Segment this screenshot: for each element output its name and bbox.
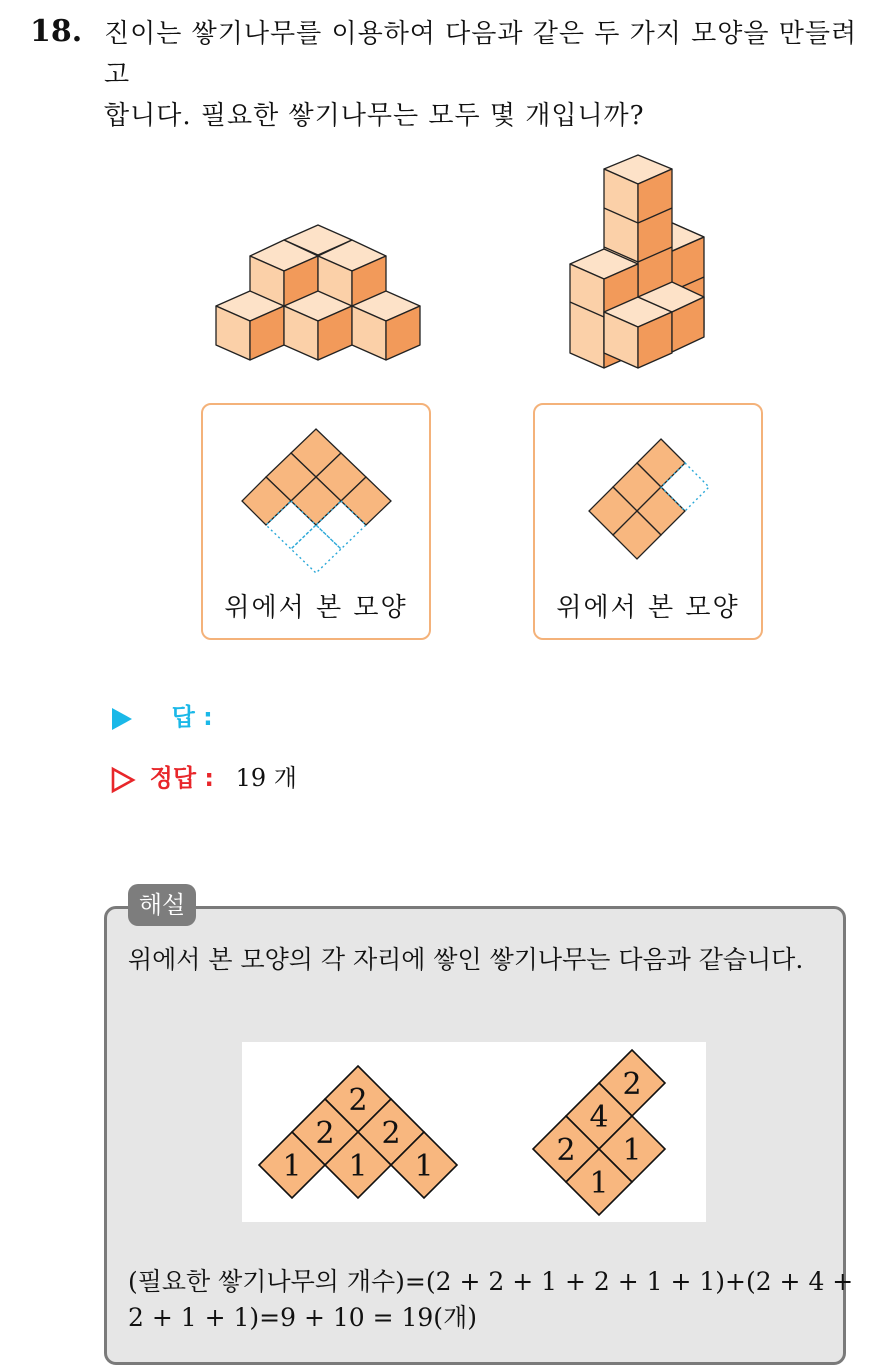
top-view-right-diagram [585, 435, 715, 565]
correct-answer-value: 19 개 [235, 764, 297, 792]
explanation-line-1: 위에서 본 모양의 각 자리에 쌓인 쌓기나무는 다음과 같습니다. [128, 945, 804, 974]
count-left-top: 2 [348, 1083, 368, 1118]
count-left-bot-l: 1 [282, 1149, 302, 1184]
outline-triangle-icon [110, 766, 136, 794]
count-diagram [242, 1042, 706, 1222]
correct-answer-row [110, 758, 297, 794]
answer-row [110, 697, 213, 732]
count-right-mid: 4 [589, 1100, 609, 1135]
correct-answer-label: 정답 : [149, 764, 214, 792]
top-view-caption-left: 위에서 본 모양 [224, 593, 408, 623]
top-view-caption-right: 위에서 본 모양 [556, 593, 740, 623]
top-view-left-diagram [239, 425, 394, 585]
count-left-mid-r: 2 [381, 1116, 401, 1151]
count-right-top: 2 [622, 1067, 642, 1102]
top-view-box-left [201, 403, 431, 640]
count-right-bottom: 1 [589, 1166, 609, 1201]
count-left-bot-m: 1 [348, 1149, 368, 1184]
count-right-left: 2 [556, 1133, 576, 1168]
answer-label: 답 : [171, 703, 213, 731]
question-number: 18. [30, 14, 83, 49]
formula-line-2: 2 + 1 + 1)=9 + 10 = 19(개) [128, 1303, 477, 1332]
cube-figure-right [566, 152, 712, 374]
explanation-tag: 해설 [128, 884, 196, 926]
formula-line-1: (필요한 쌓기나무의 개수)=(2 + 2 + 1 + 2 + 1 + 1)+(2 + 4 + [128, 1267, 854, 1296]
top-view-box-right [533, 403, 763, 640]
cube-figure-left [212, 222, 424, 364]
question-line-2: 합니다. 필요한 쌓기나무는 모두 몇 개입니까? [104, 101, 645, 131]
play-triangle-icon [110, 706, 134, 732]
count-right-right: 1 [622, 1133, 642, 1168]
count-left-bot-r: 1 [414, 1149, 434, 1184]
question-text [104, 14, 874, 137]
count-left-mid-l: 2 [315, 1116, 335, 1151]
question-line-1: 진이는 쌓기나무를 이용하여 다음과 같은 두 가지 모양을 만들려고 [104, 19, 858, 90]
count-diagram-panel [242, 1042, 706, 1222]
